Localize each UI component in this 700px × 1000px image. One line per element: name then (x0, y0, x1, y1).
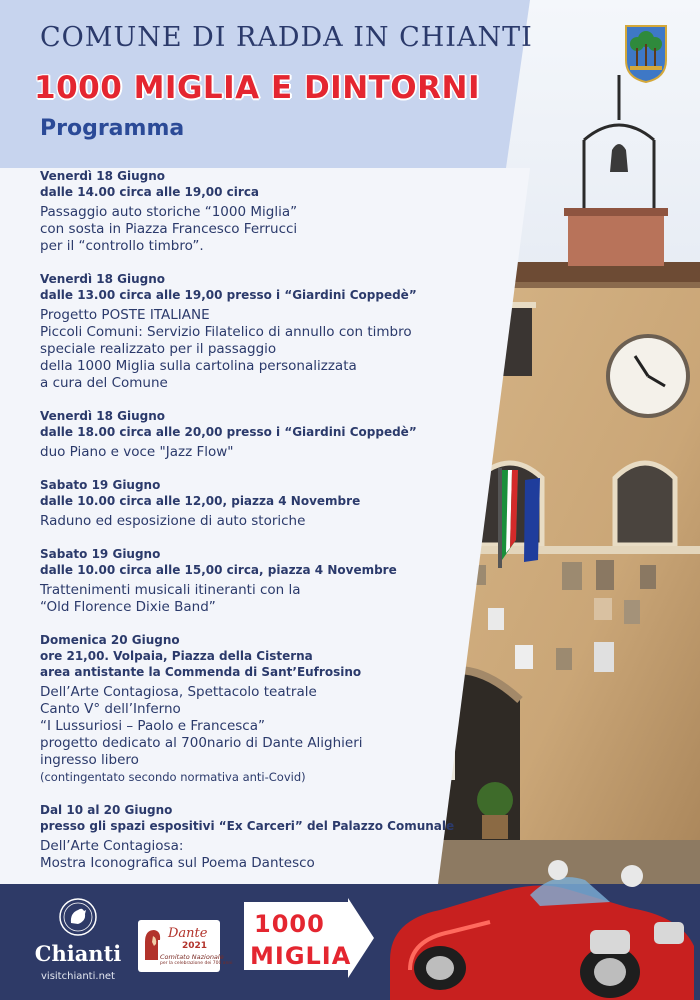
event-time: dalle 18.00 circa alle 20,00 presso i “Giardini Coppedè” (40, 425, 417, 439)
event-desc-line: Dell’Arte Contagiosa, Spettacolo teatrale (40, 684, 317, 700)
dante-note: per la celebrazione dei 700 anni (160, 961, 233, 966)
comune-title: COMUNE DI RADDA IN CHIANTI (40, 22, 533, 53)
event-description (40, 582, 460, 616)
dante-2021-logo (138, 920, 233, 972)
dante-year: 2021 (182, 941, 208, 951)
race-car-image (380, 850, 700, 1000)
event-time: dalle 10.00 circa alle 12,00, piazza 4 Novembre (40, 494, 361, 508)
event-date: Sabato 19 Giugno (40, 547, 161, 561)
event-description (40, 513, 460, 530)
dante-title: Dante (168, 926, 208, 941)
event-title: 1000 MIGLIA E DINTORNI (34, 70, 480, 106)
event-time: presso gli spazi espositivi “Ex Carceri” del Palazzo Comunale (40, 819, 455, 833)
event-desc-line: ingresso libero (40, 752, 139, 768)
event-desc-line: Dell’Arte Contagiosa: (40, 838, 184, 854)
event-date: Dal 10 al 20 Giugno (40, 803, 173, 817)
event-date: Venerdì 18 Giugno (40, 409, 166, 423)
event-desc-line: duo Piano e voce "Jazz Flow" (40, 444, 234, 460)
mille-miglia-logo (242, 898, 376, 982)
chianti-logo (30, 897, 126, 989)
chianti-wordmark: Chianti (34, 941, 122, 966)
event-desc-line: a cura del Comune (40, 375, 168, 391)
event-desc-line: Canto V° dell’Inferno (40, 701, 181, 717)
program-list (40, 168, 460, 888)
event-desc-line: Mostra Iconografica sul Poema Dantesco (40, 855, 315, 871)
event-desc-line: con sosta in Piazza Francesco Ferrucci (40, 221, 298, 237)
event-time: ore 21,00. Volpaia, Piazza della Cisterna (40, 649, 313, 663)
event-item (40, 477, 460, 530)
event-time: dalle 14.00 circa alle 19,00 circa (40, 185, 260, 199)
event-date: Domenica 20 Giugno (40, 633, 180, 647)
event-description (40, 444, 460, 461)
event-desc-line: per il “controllo timbro”. (40, 238, 204, 254)
event-item (40, 408, 460, 461)
event-desc-line: Passaggio auto storiche “1000 Miglia” (40, 204, 298, 220)
program-heading: Programma (40, 116, 185, 141)
event-desc-line: Piccoli Comuni: Servizio Filatelico di annullo con timbro (40, 324, 412, 340)
event-item (40, 271, 460, 392)
dante-committee: Comitato Nazionale (160, 953, 224, 961)
event-desc-line: Progetto POSTE ITALIANE (40, 307, 210, 323)
mille-miglia-number: 1000 (254, 910, 325, 938)
event-description (40, 204, 460, 255)
event-desc-line: Raduno ed esposizione di auto storiche (40, 513, 306, 529)
mille-miglia-word: MIGLIA (250, 942, 352, 970)
event-desc-line: “I Lussuriosi – Paolo e Francesca” (40, 718, 265, 734)
event-note: (contingentato secondo normativa anti-Covid) (40, 770, 306, 784)
event-item (40, 632, 460, 786)
radda-crest-icon (624, 24, 668, 84)
event-description (40, 307, 460, 392)
event-item (40, 168, 460, 255)
event-date: Venerdì 18 Giugno (40, 272, 166, 286)
event-desc-line: Trattenimenti musicali itineranti con la (40, 582, 301, 598)
event-desc-line: speciale realizzato per il passaggio (40, 341, 277, 357)
event-item (40, 546, 460, 616)
event-desc-line: “Old Florence Dixie Band” (40, 599, 216, 615)
event-time: dalle 10.00 circa alle 15,00 circa, piazza 4 Novembre (40, 563, 397, 577)
event-date: Sabato 19 Giugno (40, 478, 161, 492)
chianti-rooster-icon (58, 897, 98, 937)
chianti-url: visitchianti.net (41, 971, 115, 982)
event-time: area antistante la Commenda di Sant’Eufrosino (40, 665, 362, 679)
event-date: Venerdì 18 Giugno (40, 169, 166, 183)
event-desc-line: della 1000 Miglia sulla cartolina personalizzata (40, 358, 357, 374)
event-time: dalle 13.00 circa alle 19,00 presso i “Giardini Coppedè” (40, 288, 417, 302)
event-description (40, 684, 460, 786)
event-desc-line: progetto dedicato al 700nario di Dante Alighieri (40, 735, 363, 751)
